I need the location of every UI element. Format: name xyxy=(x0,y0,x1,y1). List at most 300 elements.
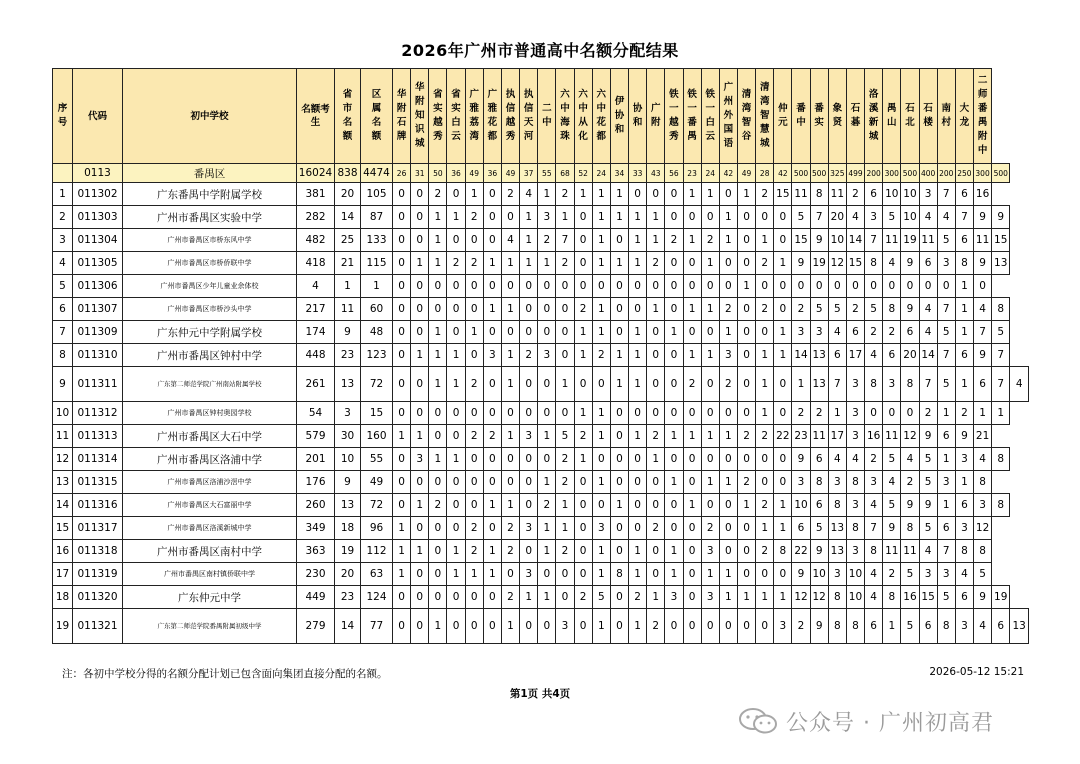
school-code: 011304 xyxy=(73,229,123,252)
table-cell: 31 xyxy=(411,164,429,183)
school-code: 011303 xyxy=(73,206,123,229)
page-number: 第1页 共4页 xyxy=(509,688,571,700)
table-cell: 7 xyxy=(865,229,883,252)
table-cell: 1 xyxy=(719,229,737,252)
table-cell: 0 xyxy=(520,321,538,344)
column-header xyxy=(574,69,592,164)
table-cell: 8 xyxy=(992,298,1010,321)
table-cell: 1 xyxy=(574,402,592,425)
table-cell: 6 xyxy=(955,229,973,252)
school-name: 广州市番禺区市桥沙头中学 xyxy=(123,298,297,321)
school-code: 011316 xyxy=(73,494,123,517)
table-cell: 0 xyxy=(574,563,592,586)
table-cell: 0 xyxy=(465,471,483,494)
table-cell: 5 xyxy=(919,517,937,540)
table-cell: 3 xyxy=(955,448,973,471)
table-cell: 0 xyxy=(665,494,683,517)
table-cell: 9 xyxy=(883,517,901,540)
school-name: 广东第二师范学院广州南站附属学校 xyxy=(123,367,297,402)
table-cell: 5 xyxy=(937,321,955,344)
table-cell: 174 xyxy=(297,321,335,344)
table-cell: 230 xyxy=(297,563,335,586)
table-row xyxy=(53,471,1029,494)
table-cell: 1 xyxy=(501,298,519,321)
table-cell: 0 xyxy=(574,229,592,252)
table-cell: 13 xyxy=(992,252,1010,275)
table-cell: 10 xyxy=(901,206,919,229)
table-cell: 19 xyxy=(335,540,361,563)
table-cell: 33 xyxy=(629,164,647,183)
table-cell: 5 xyxy=(901,563,919,586)
table-cell: 1 xyxy=(683,229,701,252)
table-cell: 0 xyxy=(411,275,429,298)
table-cell: 0 xyxy=(574,609,592,644)
table-cell: 6 xyxy=(810,448,828,471)
table-cell: 0 xyxy=(520,275,538,298)
table-cell: 1 xyxy=(701,425,719,448)
column-header-label: 番实 xyxy=(814,103,824,128)
table-cell: 0 xyxy=(610,321,628,344)
table-cell: 14 xyxy=(335,206,361,229)
table-cell: 250 xyxy=(955,164,973,183)
table-cell: 2 xyxy=(501,586,519,609)
table-cell: 8 xyxy=(974,471,992,494)
table-cell: 0 xyxy=(629,471,647,494)
column-header-label: 代码 xyxy=(87,110,107,122)
table-cell: 7 xyxy=(937,540,955,563)
table-cell: 0 xyxy=(429,275,447,298)
table-cell: 0 xyxy=(610,275,628,298)
table-cell: 2 xyxy=(465,540,483,563)
table-cell: 3 xyxy=(865,206,883,229)
table-cell: 3 xyxy=(937,471,955,494)
column-header xyxy=(610,69,628,164)
row-number: 16 xyxy=(53,540,73,563)
table-cell: 5 xyxy=(883,448,901,471)
table-cell: 0 xyxy=(447,471,465,494)
table-cell: 2 xyxy=(792,609,810,644)
table-cell: 9 xyxy=(335,321,361,344)
table-cell: 16 xyxy=(901,586,919,609)
table-cell: 2 xyxy=(465,367,483,402)
school-code: 011314 xyxy=(73,448,123,471)
column-header xyxy=(810,69,828,164)
row-number: 9 xyxy=(53,367,73,402)
table-cell: 0 xyxy=(556,344,574,367)
table-cell: 0 xyxy=(701,275,719,298)
table-cell: 3 xyxy=(846,425,864,448)
table-cell: 500 xyxy=(901,164,919,183)
table-cell: 1 xyxy=(665,540,683,563)
school-name: 番禺区 xyxy=(123,164,297,183)
table-cell: 0 xyxy=(701,448,719,471)
table-cell: 7 xyxy=(865,517,883,540)
table-cell: 2 xyxy=(756,494,774,517)
table-cell: 300 xyxy=(883,164,901,183)
table-cell: 8 xyxy=(955,540,973,563)
column-header-label: 铁一越秀 xyxy=(669,89,679,142)
table-cell: 14 xyxy=(919,344,937,367)
table-cell: 1 xyxy=(592,183,610,206)
table-cell: 1 xyxy=(592,609,610,644)
table-cell: 0 xyxy=(447,609,465,644)
table-cell: 4 xyxy=(901,448,919,471)
table-cell: 2 xyxy=(574,425,592,448)
table-cell: 0 xyxy=(937,275,955,298)
table-cell: 3 xyxy=(520,563,538,586)
table-row xyxy=(53,367,1029,402)
table-cell: 1 xyxy=(647,206,665,229)
table-cell: 2 xyxy=(447,252,465,275)
table-cell: 0 xyxy=(520,367,538,402)
table-cell: 1 xyxy=(737,275,755,298)
table-cell: 0 xyxy=(393,586,411,609)
table-cell: 13 xyxy=(810,344,828,367)
table-cell: 217 xyxy=(297,298,335,321)
table-cell: 1 xyxy=(629,229,647,252)
table-cell: 7 xyxy=(992,344,1010,367)
column-header-label: 初中学校 xyxy=(190,110,229,122)
column-header-label: 伊协和 xyxy=(614,96,625,135)
table-cell: 0 xyxy=(737,298,755,321)
column-header xyxy=(955,69,973,164)
table-cell: 0 xyxy=(629,402,647,425)
table-cell: 0 xyxy=(737,206,755,229)
table-cell: 16 xyxy=(974,183,992,206)
table-cell: 6 xyxy=(810,494,828,517)
table-row xyxy=(53,517,1029,540)
table-cell: 8 xyxy=(865,252,883,275)
table-cell: 2 xyxy=(792,298,810,321)
table-cell: 3 xyxy=(792,321,810,344)
table-cell: 0 xyxy=(520,471,538,494)
table-cell: 21 xyxy=(974,425,992,448)
table-cell: 0 xyxy=(538,402,556,425)
table-cell: 6 xyxy=(828,344,846,367)
table-cell: 1 xyxy=(574,344,592,367)
table-cell: 3 xyxy=(335,402,361,425)
table-cell: 9 xyxy=(810,229,828,252)
table-cell: 5 xyxy=(919,471,937,494)
column-header-label: 仲元 xyxy=(778,103,788,128)
table-cell: 5 xyxy=(992,321,1010,344)
table-cell: 12 xyxy=(901,425,919,448)
table-cell: 5 xyxy=(901,609,919,644)
table-cell: 1 xyxy=(411,540,429,563)
school-name: 广州市番禺区洛浦沙滘中学 xyxy=(123,471,297,494)
table-cell: 17 xyxy=(828,425,846,448)
table-cell: 0 xyxy=(556,298,574,321)
table-cell: 22 xyxy=(792,540,810,563)
table-cell: 6 xyxy=(955,344,973,367)
school-code: 011311 xyxy=(73,367,123,402)
table-cell: 0 xyxy=(737,517,755,540)
table-cell: 7 xyxy=(919,367,937,402)
table-cell: 4 xyxy=(883,471,901,494)
table-cell: 0 xyxy=(647,540,665,563)
column-header xyxy=(974,69,992,164)
table-cell: 10 xyxy=(901,183,919,206)
table-cell: 7 xyxy=(974,321,992,344)
table-cell: 0 xyxy=(756,609,774,644)
table-cell: 68 xyxy=(556,164,574,183)
table-cell: 3 xyxy=(974,494,992,517)
table-cell: 6 xyxy=(955,586,973,609)
table-cell: 3 xyxy=(411,448,429,471)
table-cell: 1 xyxy=(538,183,556,206)
column-header-label: 广雅荔湾 xyxy=(469,89,479,142)
table-cell: 77 xyxy=(361,609,393,644)
table-cell: 4 xyxy=(919,298,937,321)
table-cell: 5 xyxy=(865,298,883,321)
table-cell: 3 xyxy=(846,367,864,402)
table-cell: 4 xyxy=(846,206,864,229)
table-cell: 0 xyxy=(574,540,592,563)
table-cell: 0 xyxy=(574,367,592,402)
table-cell: 9 xyxy=(335,471,361,494)
table-cell: 42 xyxy=(774,164,792,183)
table-cell: 200 xyxy=(937,164,955,183)
table-cell: 0 xyxy=(393,471,411,494)
table-cell: 0 xyxy=(538,563,556,586)
column-header-label: 六中海珠 xyxy=(560,89,570,142)
table-cell: 2 xyxy=(756,540,774,563)
table-cell: 1 xyxy=(592,321,610,344)
table-cell: 0 xyxy=(701,609,719,644)
table-cell: 1 xyxy=(974,402,992,425)
table-cell: 2 xyxy=(465,517,483,540)
table-cell: 1 xyxy=(683,425,701,448)
table-cell: 2 xyxy=(919,402,937,425)
table-cell: 0 xyxy=(756,206,774,229)
table-cell: 36 xyxy=(447,164,465,183)
table-cell: 0 xyxy=(429,563,447,586)
table-cell: 0 xyxy=(665,609,683,644)
table-cell: 1 xyxy=(501,367,519,402)
table-cell: 4 xyxy=(919,206,937,229)
table-cell: 418 xyxy=(297,252,335,275)
table-cell: 1 xyxy=(556,367,574,402)
table-cell: 6 xyxy=(955,494,973,517)
table-cell: 6 xyxy=(992,609,1010,644)
column-header-label: 省市名额 xyxy=(342,89,353,142)
school-name: 广州市番禺区洛浦中学 xyxy=(123,448,297,471)
table-cell: 14 xyxy=(792,344,810,367)
table-row xyxy=(53,252,1029,275)
row-number: 19 xyxy=(53,609,73,644)
table-cell: 4 xyxy=(919,540,937,563)
table-cell: 0 xyxy=(393,344,411,367)
row-number: 17 xyxy=(53,563,73,586)
table-row xyxy=(53,609,1029,644)
table-cell: 1 xyxy=(465,321,483,344)
column-header-label: 华附知识城 xyxy=(414,82,425,149)
table-cell: 72 xyxy=(361,367,393,402)
table-cell: 0 xyxy=(447,229,465,252)
table-cell: 1 xyxy=(592,402,610,425)
table-cell: 12 xyxy=(810,586,828,609)
table-cell: 1 xyxy=(538,540,556,563)
table-cell: 2 xyxy=(701,229,719,252)
school-code: 011312 xyxy=(73,402,123,425)
table-cell: 0 xyxy=(411,586,429,609)
table-cell: 0 xyxy=(393,609,411,644)
row-number: 7 xyxy=(53,321,73,344)
table-cell: 1 xyxy=(665,563,683,586)
page-title: 2026年广州市普通高中名额分配结果 xyxy=(401,41,679,60)
table-row xyxy=(53,206,1029,229)
table-cell: 1 xyxy=(335,275,361,298)
table-cell: 0 xyxy=(411,206,429,229)
table-cell: 0 xyxy=(610,540,628,563)
column-header-label: 二师番禺附中 xyxy=(977,75,988,156)
table-cell: 11 xyxy=(883,540,901,563)
table-cell: 0 xyxy=(465,229,483,252)
table-cell: 1 xyxy=(393,540,411,563)
table-cell: 4 xyxy=(520,183,538,206)
table-cell: 2 xyxy=(756,298,774,321)
table-cell: 0 xyxy=(520,402,538,425)
table-cell: 0 xyxy=(393,367,411,402)
table-cell: 0 xyxy=(719,183,737,206)
table-cell: 52 xyxy=(574,164,592,183)
table-cell: 5 xyxy=(883,206,901,229)
table-cell: 15 xyxy=(774,183,792,206)
footnote: 注：各初中学校分得的名额分配计划已包含面向集团直接分配的名额。 xyxy=(62,668,388,680)
table-cell: 2 xyxy=(574,586,592,609)
table-cell: 0 xyxy=(592,494,610,517)
table-cell: 8 xyxy=(846,471,864,494)
school-code: 011315 xyxy=(73,471,123,494)
table-cell: 0 xyxy=(610,229,628,252)
table-cell: 1 xyxy=(447,540,465,563)
table-cell: 3 xyxy=(719,344,737,367)
table-cell: 1 xyxy=(955,298,973,321)
table-cell: 0 xyxy=(647,471,665,494)
table-cell: 0 xyxy=(556,321,574,344)
table-cell: 4474 xyxy=(361,164,393,183)
table-cell: 4 xyxy=(865,494,883,517)
table-cell: 8 xyxy=(810,471,828,494)
table-cell: 0 xyxy=(411,563,429,586)
table-cell: 1 xyxy=(756,586,774,609)
table-cell: 10 xyxy=(883,183,901,206)
wechat-icon xyxy=(738,706,778,736)
table-cell: 0 xyxy=(520,494,538,517)
table-cell: 2 xyxy=(756,425,774,448)
table-cell: 0 xyxy=(465,402,483,425)
school-code: 011317 xyxy=(73,517,123,540)
school-name: 广州市番禺区钟村奥园学校 xyxy=(123,402,297,425)
table-cell: 5 xyxy=(556,425,574,448)
table-cell: 3 xyxy=(919,183,937,206)
column-header-label: 执信天河 xyxy=(523,89,534,142)
table-cell: 8 xyxy=(828,586,846,609)
table-cell: 0 xyxy=(737,448,755,471)
table-cell: 0 xyxy=(665,206,683,229)
table-cell: 0 xyxy=(483,206,501,229)
table-cell: 8 xyxy=(992,448,1010,471)
table-cell: 0 xyxy=(429,586,447,609)
table-cell: 105 xyxy=(361,183,393,206)
table-cell: 1 xyxy=(665,471,683,494)
table-cell: 4 xyxy=(974,448,992,471)
table-cell: 19 xyxy=(810,252,828,275)
table-cell: 1 xyxy=(556,494,574,517)
table-cell: 9 xyxy=(919,494,937,517)
table-cell: 10 xyxy=(846,586,864,609)
table-cell: 11 xyxy=(792,183,810,206)
table-cell: 1 xyxy=(737,183,755,206)
table-cell: 19 xyxy=(901,229,919,252)
school-name: 广州市番禺区南村中学 xyxy=(123,540,297,563)
table-cell: 5 xyxy=(937,586,955,609)
table-cell: 2 xyxy=(465,425,483,448)
table-cell: 4 xyxy=(974,298,992,321)
row-number: 2 xyxy=(53,206,73,229)
table-cell: 6 xyxy=(919,609,937,644)
row-number: 11 xyxy=(53,425,73,448)
table-cell: 16 xyxy=(865,425,883,448)
table-cell: 261 xyxy=(297,367,335,402)
school-name: 广州市番禺区洛溪新城中学 xyxy=(123,517,297,540)
table-cell: 1 xyxy=(937,448,955,471)
column-header-label: 清湾智谷 xyxy=(741,89,752,142)
table-cell: 0 xyxy=(610,471,628,494)
table-cell: 0 xyxy=(501,402,519,425)
table-cell: 0 xyxy=(756,448,774,471)
table-cell: 13 xyxy=(335,494,361,517)
table-cell: 1 xyxy=(429,229,447,252)
table-cell: 4 xyxy=(919,321,937,344)
table-cell: 1 xyxy=(629,344,647,367)
table-cell: 2 xyxy=(810,402,828,425)
table-cell: 10 xyxy=(846,563,864,586)
table-cell: 0 xyxy=(447,494,465,517)
table-cell: 4 xyxy=(937,206,955,229)
table-cell: 6 xyxy=(901,321,919,344)
table-cell: 0 xyxy=(774,229,792,252)
table-cell: 1 xyxy=(610,344,628,367)
table-cell: 448 xyxy=(297,344,335,367)
table-cell: 1 xyxy=(937,402,955,425)
table-cell: 6 xyxy=(955,183,973,206)
table-cell: 1 xyxy=(447,367,465,402)
table-cell: 55 xyxy=(361,448,393,471)
table-cell: 0 xyxy=(629,517,647,540)
column-header-label: 广附 xyxy=(651,103,661,128)
table-cell: 0 xyxy=(883,275,901,298)
table-cell: 0 xyxy=(737,252,755,275)
table-cell: 7 xyxy=(937,183,955,206)
header-row xyxy=(53,69,1029,164)
table-cell: 381 xyxy=(297,183,335,206)
row-number: 13 xyxy=(53,471,73,494)
table-cell: 0 xyxy=(683,563,701,586)
column-header-label: 协和 xyxy=(632,103,643,128)
table-cell: 500 xyxy=(992,164,1010,183)
table-cell: 0 xyxy=(429,425,447,448)
row-number: 3 xyxy=(53,229,73,252)
table-cell: 0 xyxy=(429,471,447,494)
table-cell: 5 xyxy=(919,448,937,471)
table-cell: 5 xyxy=(828,298,846,321)
school-name: 广东仲元中学附属学校 xyxy=(123,321,297,344)
table-cell: 0 xyxy=(701,494,719,517)
table-cell: 1 xyxy=(719,321,737,344)
table-cell: 12 xyxy=(792,586,810,609)
table-cell: 0 xyxy=(520,298,538,321)
